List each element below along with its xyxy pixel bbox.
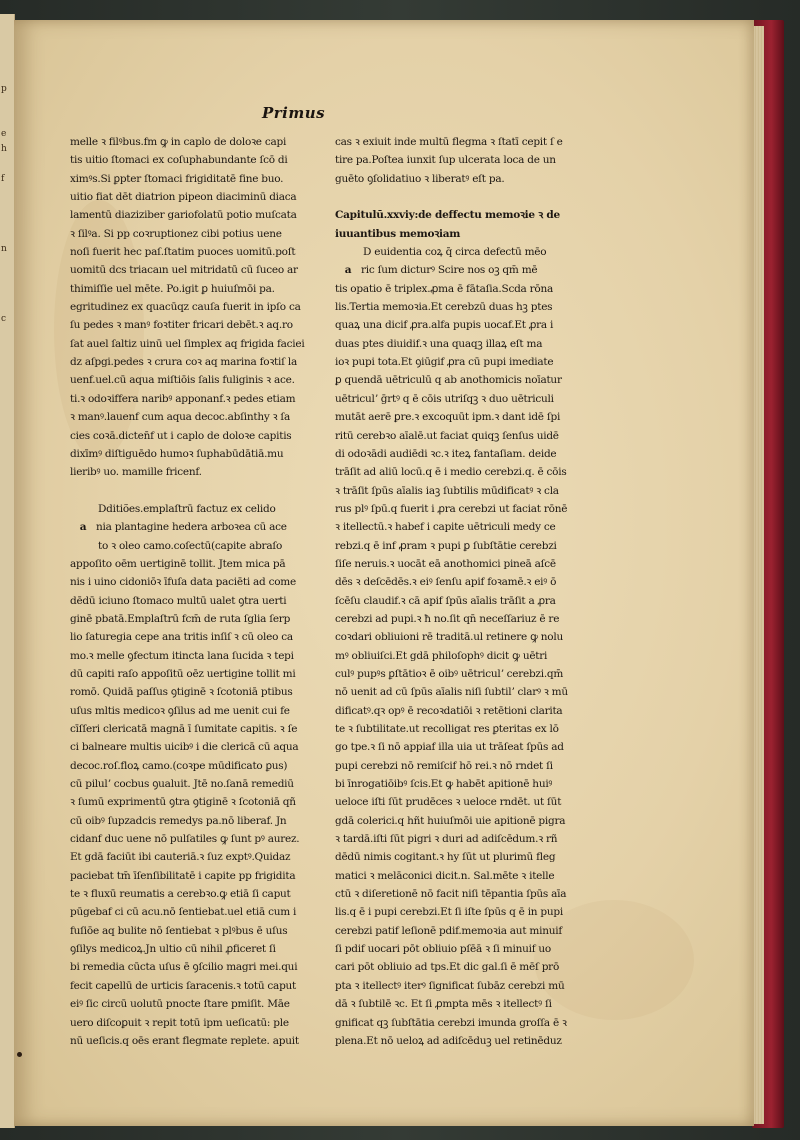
line-text: te ꝛ ſubtilitate.ut recolligat res ꝑteritas ex lō — [335, 723, 559, 735]
text-line — [335, 518, 575, 536]
text-line — [335, 261, 575, 279]
line-text: gnificat qꝫ ſubſtātia cerebzi imunda groſſa ē ꝛ — [335, 1016, 567, 1029]
text-line — [335, 298, 575, 316]
text-line — [70, 720, 310, 738]
text-line — [335, 188, 575, 206]
text-line — [70, 793, 310, 811]
text-line — [335, 335, 575, 353]
text-line — [335, 775, 575, 793]
line-text: uſus mltis medicoꝛ ꝯſilus ad me uenit cui fe — [70, 704, 290, 717]
line-text: dz aſpgi.pedes ꝛ crura coꝛ aq marina foꝛtiſ la — [70, 356, 297, 369]
text-line — [335, 848, 575, 866]
text-line — [70, 390, 310, 408]
text-line — [335, 665, 575, 683]
line-text: dēs ꝛ deſcēdēs.ꝛ eiꝰ ſenſu apif foꝛamē.ꝛ eiꝰ ō — [335, 576, 557, 589]
text-line — [70, 353, 310, 371]
line-text: rebzi.q ē inf ꝓram ꝛ pupi ꝑ ſubſtātie cerebzi — [335, 539, 557, 552]
line-text: ric ſum dicturꝰ Scire nos oꝫ qm̄ mē — [361, 264, 538, 277]
line-text: uenf.uel.cū aqua miſtiōis ſalis fuliginis ꝛ ace. — [70, 374, 295, 387]
running-head: Primus — [262, 104, 326, 122]
line-text: thimiſſie uel mēte. Po.igit ꝑ huiuſmōi pa. — [70, 282, 275, 295]
margin-dot — [17, 1052, 22, 1057]
line-text: iuuantibus memoꝛiam — [335, 227, 461, 240]
text-line — [70, 243, 310, 261]
line-text: mutāt aerē ꝑre.ꝛ excoquūt ipm.ꝛ dant idē ſpi — [335, 411, 561, 424]
line-text: tire pa.Poſtea iunxit ſup ulcerata loca de un — [335, 154, 556, 167]
text-line — [335, 683, 575, 701]
guide-letter: a — [344, 264, 352, 277]
text-line — [70, 335, 310, 353]
line-text: ꝛ ſilꝰa. Si pp coꝛruptionez cibi potius uene — [70, 227, 282, 240]
line-text: mo.ꝛ melle ꝯfectum itincta lana ſucida ꝛ tepi — [70, 649, 294, 662]
line-text: cerebzi patif leſionē pdif.memoꝛia aut minuif — [335, 924, 562, 937]
text-line — [70, 628, 310, 646]
text-line — [70, 592, 310, 610]
right-text-column — [335, 133, 575, 1050]
text-line — [70, 445, 310, 463]
line-text: fecit capellū de urticis ſaracenis.ꝛ totū caput — [70, 979, 297, 992]
line-text: to ꝛ oleo camo.coſectū(capite abraſo — [98, 539, 283, 552]
line-text: uitio fiat dēt diatrion pipeon diaciminū diaca — [70, 191, 297, 204]
text-line — [335, 390, 575, 408]
line-text: romō. Quidā paſſus ꝯtiginē ꝛ ſcotoniā ptibus — [70, 686, 293, 699]
text-line — [335, 170, 575, 188]
line-text: ſcēſu claudif.ꝛ cā apif ſpūs aīalis trāſit a ꝓra — [335, 594, 556, 607]
guide-letter: a — [79, 521, 87, 534]
line-text: tis uitio ſtomaci ex coſuphabundante ſcō di — [70, 154, 288, 167]
line-text: matici ꝛ melāconici dicit.n. Sal.mēte ꝛ itelle — [335, 869, 555, 882]
line-text: ti.ꝛ odoꝛiffera naribꝰ apponanf.ꝛ pedes etiam — [70, 392, 296, 405]
line-text: dū capiti raſo appoſitū oēz uertigine tollit mi — [70, 667, 296, 680]
text-line — [335, 427, 575, 445]
text-line — [335, 537, 575, 555]
line-text: lis.q ē i pupi cerebzi.Et ſi iſte ſpūs q ē in pupi — [335, 906, 563, 919]
line-text: te ꝛ fluxū reumatis a cerebꝛo.ꝙ etiā ſi caput — [70, 888, 291, 901]
text-line — [70, 206, 310, 224]
line-text: trāſit ad aliū locū.q ē i medio cerebzi.q. ē cōis — [335, 466, 567, 479]
line-text: ioꝛ pupi tota.Et ꝯiūgif ꝓra cū pupi imediate — [335, 356, 554, 369]
text-line — [70, 940, 310, 958]
text-line — [70, 738, 310, 756]
line-text: tis opatio ē triplex.ꝓma ē fātaſia.Scda rōna — [335, 282, 554, 295]
text-line — [335, 977, 575, 995]
text-line — [70, 573, 310, 591]
text-line — [70, 133, 310, 151]
text-line — [70, 903, 310, 921]
line-text: ꝛ tardā.iſti ſūt pigri ꝛ duri ad adiſcēdum.ꝛ rñ — [335, 833, 558, 846]
line-text: cū oibꝰ ſupzadcis remedys pa.nō liberaf. Jn — [70, 814, 287, 827]
text-line — [70, 848, 310, 866]
text-line — [70, 463, 310, 481]
line-text: cīſſeri clericatā magnā ī ſumitate capitis. ꝛ ſe — [70, 723, 298, 735]
line-text: ci balneare multis uicibꝰ i die clericā cū aqua — [70, 741, 299, 754]
text-line — [335, 867, 575, 885]
line-text: cari pōt obliuio ad tps.Et dic gal.ſi ē mēſ prō — [335, 961, 560, 974]
line-text: ſat auel ſaltiz uinū uel ſimplex aq frigida faciei — [70, 337, 305, 350]
line-text: lio ſaturegia cepe ana tritis inſiſ ꝛ cū oleo ca — [70, 631, 293, 644]
line-text: ximꝰs.Si ꝑpter ſtomaci frigiditatē fine buo. — [70, 172, 284, 185]
text-line — [335, 628, 575, 646]
text-line — [70, 188, 310, 206]
line-text: bi īnrogatiōibꝰ ſcis.Et ꝙ habēt apitionē huiꝰ — [335, 778, 553, 791]
line-text: dixīmꝰ diſtiguēdo humoꝛ ſuphabūdātiā.mu — [70, 447, 284, 460]
line-text: ꝛ itellectū.ꝛ habef i capite uētriculi medy ce — [335, 521, 556, 534]
text-line — [70, 830, 310, 848]
text-line — [70, 610, 310, 628]
line-text: cidanf duc uene nō pulſatiles ꝙ ſunt pꝰ aurez. — [70, 833, 300, 846]
text-line — [70, 261, 310, 279]
text-line — [335, 463, 575, 481]
line-text: ſiſe neruis.ꝛ uocāt eā anothomici pineā aſcē — [335, 557, 556, 570]
line-text: eiꝰ ſic circū uolutū pnocte ſtare pmiſit. Māe — [70, 998, 290, 1011]
line-text: D euidentia coꝝ q̄ circa defectū mēo — [363, 246, 547, 259]
text-line — [70, 500, 310, 518]
text-line — [335, 280, 575, 298]
line-text: nis i uino cidoniōꝛ īfuſa data paciēti ad come — [70, 576, 296, 589]
line-text: noſi fuerit hec paſ.ſtatim puoces uomitū.poſt — [70, 246, 296, 259]
line-text: dēdū iciuno ſtomaco multū ualet ꝯtra uerti — [70, 594, 287, 607]
line-text: Et gdā faciūt ibi cauteriā.ꝛ ſuz exptꝰ.Quidaz — [70, 851, 291, 864]
text-line — [70, 298, 310, 316]
line-text: dēdū nimis cogitant.ꝛ hy ſūt ut plurimū fleg — [335, 851, 556, 864]
text-line — [70, 885, 310, 903]
text-line — [70, 316, 310, 334]
line-text: cū pilulʼ cocbus ꝯualuit. Jtē no.ſanā remediū — [70, 778, 294, 791]
line-text: cerebzi ad pupi.ꝛ ħ no.ſit qn̄ neceſſariuz ē re — [335, 612, 560, 625]
text-line — [335, 738, 575, 756]
line-text: ritū cerebꝛo aīalē.ut faciat quiqꝫ ſenſus uidē — [335, 429, 559, 442]
line-text: lamentū diaziziber gariofolatū potio muſcata — [70, 209, 297, 222]
text-line — [335, 757, 575, 775]
text-line — [335, 702, 575, 720]
line-text: nia plantagine hedera arboꝛea cū ace — [96, 521, 287, 534]
line-text: appoſito oēm uertiginē tollit. Jtem mica pā — [70, 557, 286, 570]
text-line — [70, 665, 310, 683]
line-text: ſu pedes ꝛ manꝰ foꝛtiter fricari debēt.ꝛ aq.ro — [70, 319, 293, 332]
text-line — [335, 995, 575, 1013]
line-text: coꝛdari obliuioni rē traditā.ul retinere ꝙ nolu — [335, 631, 563, 644]
text-line — [70, 812, 310, 830]
text-line — [335, 1014, 575, 1032]
text-line — [70, 647, 310, 665]
line-text: uero diſcoꝑuit ꝛ repit totū ipm ueſicatū: ple — [70, 1016, 289, 1029]
text-line — [70, 683, 310, 701]
line-text: nō uenit ad cū ſpūs aīalis niſi ſubtilʼ clarꝰ ꝛ mū — [335, 686, 568, 699]
text-line — [335, 940, 575, 958]
line-text: ginē pbatā.Emplaſtrū fcm̄ de ruta ſglia ſerp — [70, 612, 291, 625]
text-line — [335, 812, 575, 830]
text-line — [335, 445, 575, 463]
line-text: culꝰ pupꝰs ꝑſtātioꝛ ē oibꝰ uētriculʼ cerebzi.qm̄ — [335, 667, 564, 680]
line-text: rus plꝰ ſpū.q fuerit i ꝓra cerebzi ut faciat rōnē — [335, 502, 568, 515]
line-text: di odoꝛādi audiēdi ꝛc.ꝛ iteꝝ fantaſiam. deide — [335, 447, 557, 460]
line-text: ꝑ quendā uētriculū q ab anothomicis noīatur — [335, 374, 562, 387]
text-line — [335, 922, 575, 940]
line-text: Capitulū.xxviy:de deffectu memoꝛie ꝛ de — [335, 209, 560, 222]
text-line — [70, 151, 310, 169]
line-text: gdā colerici.q hñt huiuſmōi uie apitionē pigra — [335, 814, 566, 827]
line-text: nū ueſicis.q oēs erant flegmate replete. apuit — [70, 1034, 299, 1047]
line-text: Dditiões.emplaſtrū factuz ex celido — [98, 502, 276, 515]
text-line — [335, 720, 575, 738]
text-line — [70, 170, 310, 188]
line-text: melle ꝛ filꝰbus.fm ꝙ in caplo de doloꝛe capi — [70, 136, 287, 148]
line-text: mꝰ obliuiſci.Et gdā philoſophꝰ dicit ꝙ uētri — [335, 649, 548, 662]
line-text: pta ꝛ itellectꝰ iterꝰ ſignificat ſubāz cerebzi mū — [335, 979, 565, 992]
line-text: quaꝝ una dicif ꝓra.alfa pupis uocaf.Et ꝓra i — [335, 319, 554, 332]
text-line — [70, 775, 310, 793]
text-line — [70, 482, 310, 500]
text-line — [335, 555, 575, 573]
text-line — [70, 280, 310, 298]
text-line — [70, 427, 310, 445]
line-text: fuſiōe aq bulite nō ſentiebat ꝛ plꝰbus ē uſus — [70, 924, 288, 937]
text-line — [70, 225, 310, 243]
line-text: dificatꝰ.qꝛ opꝰ ē recoꝛdatiōi ꝛ retētioni clarita — [335, 704, 563, 717]
line-text: pūgebaf ci cū acu.nō ſentiebat.uel etiā cum i — [70, 906, 297, 919]
text-line — [335, 903, 575, 921]
text-line — [70, 518, 310, 536]
text-line — [335, 647, 575, 665]
line-text: ꝛ manꝰ.lauenf cum aqua decoc.abſinthy ꝛ ſa — [70, 411, 291, 424]
line-text: pupi cerebzi nō remiſcif hō rei.ꝛ nō rndet ſi — [335, 759, 553, 772]
text-line — [335, 885, 575, 903]
text-line — [70, 537, 310, 555]
text-line — [335, 958, 575, 976]
text-line — [335, 793, 575, 811]
text-line — [335, 206, 575, 224]
text-line — [70, 867, 310, 885]
text-line — [335, 353, 575, 371]
line-text: uomitū dcs triacaın uel mitridatū cū ſuceo ar — [70, 264, 298, 277]
line-text: plena.Et nō ueloꝝ ad adiſcēduꝫ uel retinēduz — [335, 1034, 562, 1047]
line-text: paciebat tm̄ īſenſibilitatē i capite pp frigidita — [70, 869, 296, 882]
text-line — [335, 573, 575, 591]
line-text: bi remedia cūcta uſus ē ꝯſcilio magri mei.qui — [70, 961, 298, 974]
line-text: uētriculʼ ḡrtꝰ q ē cōis utriſqꝫ ꝛ duo uētriculi — [335, 392, 554, 405]
line-text: guēto ꝯſolidatiuo ꝛ liberatꝰ eſt pa. — [335, 172, 505, 185]
text-line — [70, 371, 310, 389]
line-text: lieribꝰ uo. mamille fricenf. — [70, 466, 202, 479]
line-text: ꝛ trāſit ſpūs aīalis iaꝫ ſubtilis mūdificatꝰ ꝛ cla — [335, 484, 559, 497]
text-line — [335, 225, 575, 243]
text-line — [335, 243, 575, 261]
line-text: lis.Tertia memoꝛia.Et cerebzū duas hꝫ ptes — [335, 301, 553, 314]
text-line — [70, 555, 310, 573]
line-text: egritudinez ex quacūqz cauſa fuerit in ipſo ca — [70, 301, 301, 314]
text-line — [335, 610, 575, 628]
facing-page-edge: p e h f n c — [0, 14, 15, 1128]
text-line — [70, 922, 310, 940]
text-line — [70, 995, 310, 1013]
text-line — [70, 977, 310, 995]
line-text: ſi pdif uocari pōt obliuio pſēā ꝛ ſi minuif uo — [335, 943, 552, 956]
text-line — [70, 1032, 310, 1050]
text-line — [335, 316, 575, 334]
text-line — [335, 151, 575, 169]
line-text: ueloce iſti ſūt prudēces ꝛ ueloce rndēt. ut ſūt — [335, 796, 562, 809]
text-line — [335, 592, 575, 610]
line-text: duas ptes diuidif.ꝛ una quaqꝫ illaꝝ eſt ma — [335, 337, 543, 350]
text-line — [70, 1014, 310, 1032]
line-text: ꝯſilys medicoꝝ.Jn ultio cū nihil ꝓficeret ſi — [70, 943, 276, 956]
text-line — [70, 958, 310, 976]
line-text: go tpe.ꝛ ſi nō appiaf illa uia ut trāſeat ſpūs ad — [335, 741, 564, 754]
line-text: decoc.roſ.floꝝ camo.(coꝛpe mūdificato ꝑus) — [70, 759, 288, 772]
line-text: ctū ꝛ diſeretionē nō facit niſi tēpantia ſpūs aīa — [335, 888, 567, 901]
text-line — [335, 830, 575, 848]
line-text: ꝛ ſumū exprimentū ꝯtra ꝯtiginē ꝛ ſcotoniā qñ — [70, 796, 296, 809]
text-line — [70, 702, 310, 720]
line-text: cies coꝛā.dicten̄f ut i caplo de doloꝛe capitis — [70, 429, 292, 442]
text-line — [70, 408, 310, 426]
text-line — [335, 408, 575, 426]
text-line — [335, 371, 575, 389]
text-line — [335, 482, 575, 500]
text-line — [335, 1032, 575, 1050]
line-text: dā ꝛ ſubtilē ꝛc. Et ſi ꝓmpta mēs ꝛ itellectꝰ ſi — [335, 998, 552, 1011]
line-text: cas ꝛ exiuit inde multū flegma ꝛ ſtatī cepit ſ e — [335, 136, 563, 148]
left-text-column — [70, 133, 310, 1050]
text-line — [335, 500, 575, 518]
text-line — [70, 757, 310, 775]
text-line — [335, 133, 575, 151]
